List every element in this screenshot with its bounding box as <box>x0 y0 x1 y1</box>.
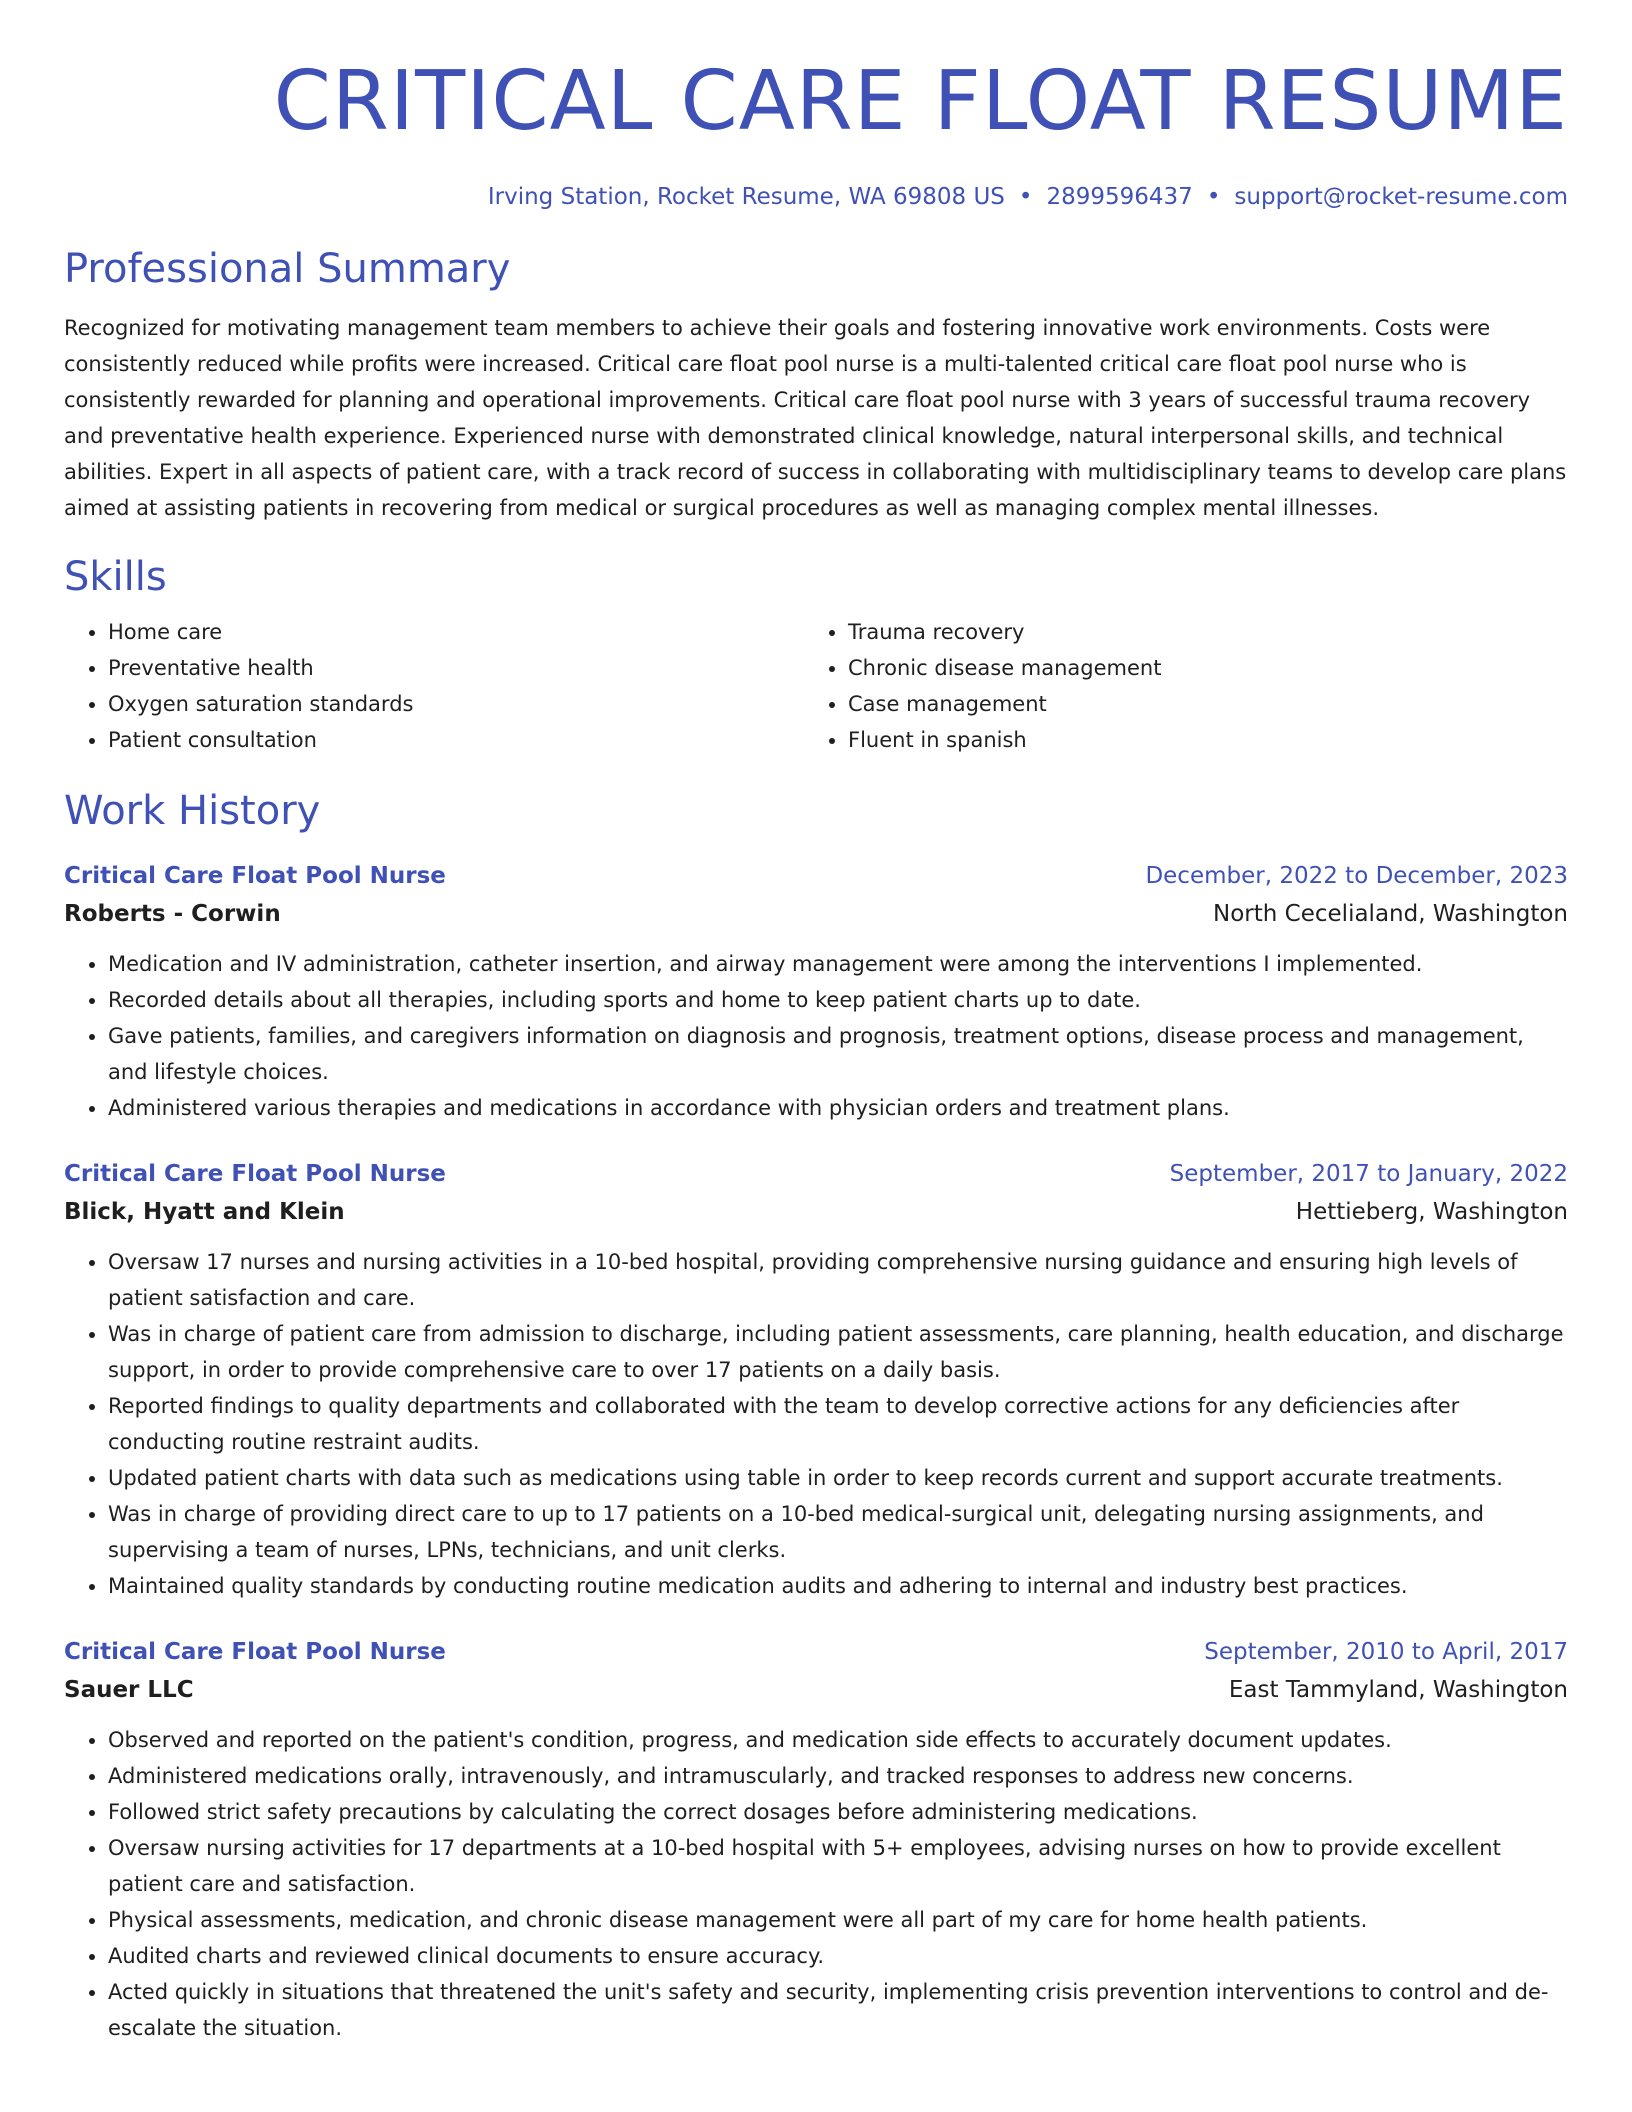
job-title: Critical Care Float Pool Nurse <box>64 863 446 889</box>
job-bullet: • Administered medications orally, intravenously, and intramuscularly, and tracked responses to address new concerns. <box>108 1758 1568 1794</box>
skill-item: • Trauma recovery <box>848 614 1544 650</box>
summary-heading: Professional Summary <box>64 246 511 292</box>
job-bullets <box>64 1244 1568 1604</box>
job-dates: September, 2017 to January, 2022 <box>1169 1161 1568 1187</box>
job-bullet: • Updated patient charts with data such as medications using table in order to keep records current and support accurate treatments. <box>108 1460 1568 1496</box>
job-dates: December, 2022 to December, 2023 <box>1145 863 1568 889</box>
job-dates: September, 2010 to April, 2017 <box>1204 1639 1568 1665</box>
job-bullet: • Was in charge of patient care from admission to discharge, including patient assessments, care planning, health education, and discharge support, in order to provide comprehensive care to over 17 patients on a daily basis. <box>108 1316 1568 1388</box>
job-entry <box>64 858 1568 1126</box>
contact-email: support@rocket-resume.com <box>1234 184 1568 210</box>
job-bullet: • Maintained quality standards by conducting routine medication audits and adhering to internal and industry best practices. <box>108 1568 1568 1604</box>
work-history-heading: Work History <box>64 788 321 834</box>
job-bullet: • Followed strict safety precautions by calculating the correct dosages before administering medications. <box>108 1794 1568 1830</box>
job-bullet: • Oversaw nursing activities for 17 departments at a 10-bed hospital with 5+ employees, advising nurses on how to provide excellent patient care and satisfaction. <box>108 1830 1568 1902</box>
skill-item: • Home care <box>108 614 804 650</box>
contact-separator: • <box>1018 184 1033 210</box>
skill-item: • Case management <box>848 686 1544 722</box>
job-location: Hettieberg, Washington <box>1295 1199 1568 1225</box>
job-company: Sauer LLC <box>64 1677 194 1703</box>
contact-separator: • <box>1206 184 1221 210</box>
job-company: Roberts - Corwin <box>64 901 281 927</box>
job-bullet: • Audited charts and reviewed clinical documents to ensure accuracy. <box>108 1938 1568 1974</box>
job-company: Blick, Hyatt and Klein <box>64 1199 345 1225</box>
skill-item: • Fluent in spanish <box>848 722 1544 758</box>
summary-text: Recognized for motivating management team members to achieve their goals and fostering innovative work environments. Costs were consistently reduced while profits were increased. Critical care float pool nurse is a multi-talented critical care float pool nurse who is consistently rewarded for planning and operational improvements. Critical care float pool nurse with 3 years of successful trauma recovery and preventative health experience. Experienced nurse with demonstrated clinical knowledge, natural interpersonal skills, and technical abilities. Expert in all aspects of patient care, with a track record of success in collaborating with multidisciplinary teams to develop care plans aimed at assisting patients in recovering from medical or surgical procedures as well as managing complex mental illnesses. <box>64 316 1567 520</box>
job-location: North Cecelialand, Washington <box>1213 901 1568 927</box>
job-bullet: • Recorded details about all therapies, including sports and home to keep patient charts up to date. <box>108 982 1568 1018</box>
job-title: Critical Care Float Pool Nurse <box>64 1639 446 1665</box>
job-bullet: • Gave patients, families, and caregivers information on diagnosis and prognosis, treatment options, disease process and management, and lifestyle choices. <box>108 1018 1568 1090</box>
skills-list <box>64 614 1568 758</box>
skill-item: • Oxygen saturation standards <box>108 686 804 722</box>
job-header <box>64 1156 1568 1192</box>
job-bullet: • Oversaw 17 nurses and nursing activities in a 10-bed hospital, providing comprehensive nursing guidance and ensuring high levels of patient satisfaction and care. <box>108 1244 1568 1316</box>
job-header <box>64 858 1568 894</box>
skills-heading: Skills <box>64 554 167 600</box>
job-bullets <box>64 946 1568 1126</box>
job-location: East Tammyland, Washington <box>1228 1677 1568 1703</box>
job-bullet: • Administered various therapies and medications in accordance with physician orders and treatment plans. <box>108 1090 1568 1126</box>
job-title: Critical Care Float Pool Nurse <box>64 1161 446 1187</box>
job-subheader <box>64 1670 1568 1710</box>
contact-phone: 2899596437 <box>1046 184 1193 210</box>
skills-column-right <box>804 614 1544 758</box>
contact-address: Irving Station, Rocket Resume, WA 69808 US <box>487 184 1005 210</box>
job-subheader <box>64 894 1568 934</box>
skill-item: • Patient consultation <box>108 722 804 758</box>
job-entry <box>64 1156 1568 1604</box>
job-entry <box>64 1634 1568 2046</box>
job-bullet: • Acted quickly in situations that threatened the unit's safety and security, implementing crisis prevention interventions to control and de-escalate the situation. <box>108 1974 1568 2046</box>
skill-item: • Chronic disease management <box>848 650 1544 686</box>
contact-line <box>64 180 1568 214</box>
job-bullet: • Medication and IV administration, catheter insertion, and airway management were among the interventions I implemented. <box>108 946 1568 982</box>
job-bullet: • Observed and reported on the patient's condition, progress, and medication side effects to accurately document updates. <box>108 1722 1568 1758</box>
skill-item: • Preventative health <box>108 650 804 686</box>
job-bullet: • Reported findings to quality departments and collaborated with the team to develop corrective actions for any deficiencies after conducting routine restraint audits. <box>108 1388 1568 1460</box>
resume-title: CRITICAL CARE FLOAT RESUME <box>273 54 1568 149</box>
job-header <box>64 1634 1568 1670</box>
job-bullet: • Was in charge of providing direct care to up to 17 patients on a 10-bed medical-surgical unit, delegating nursing assignments, and supervising a team of nurses, LPNs, technicians, and unit clerks. <box>108 1496 1568 1568</box>
job-bullets <box>64 1722 1568 2046</box>
job-bullet: • Physical assessments, medication, and chronic disease management were all part of my care for home health patients. <box>108 1902 1568 1938</box>
skills-column-left <box>64 614 804 758</box>
job-subheader <box>64 1192 1568 1232</box>
